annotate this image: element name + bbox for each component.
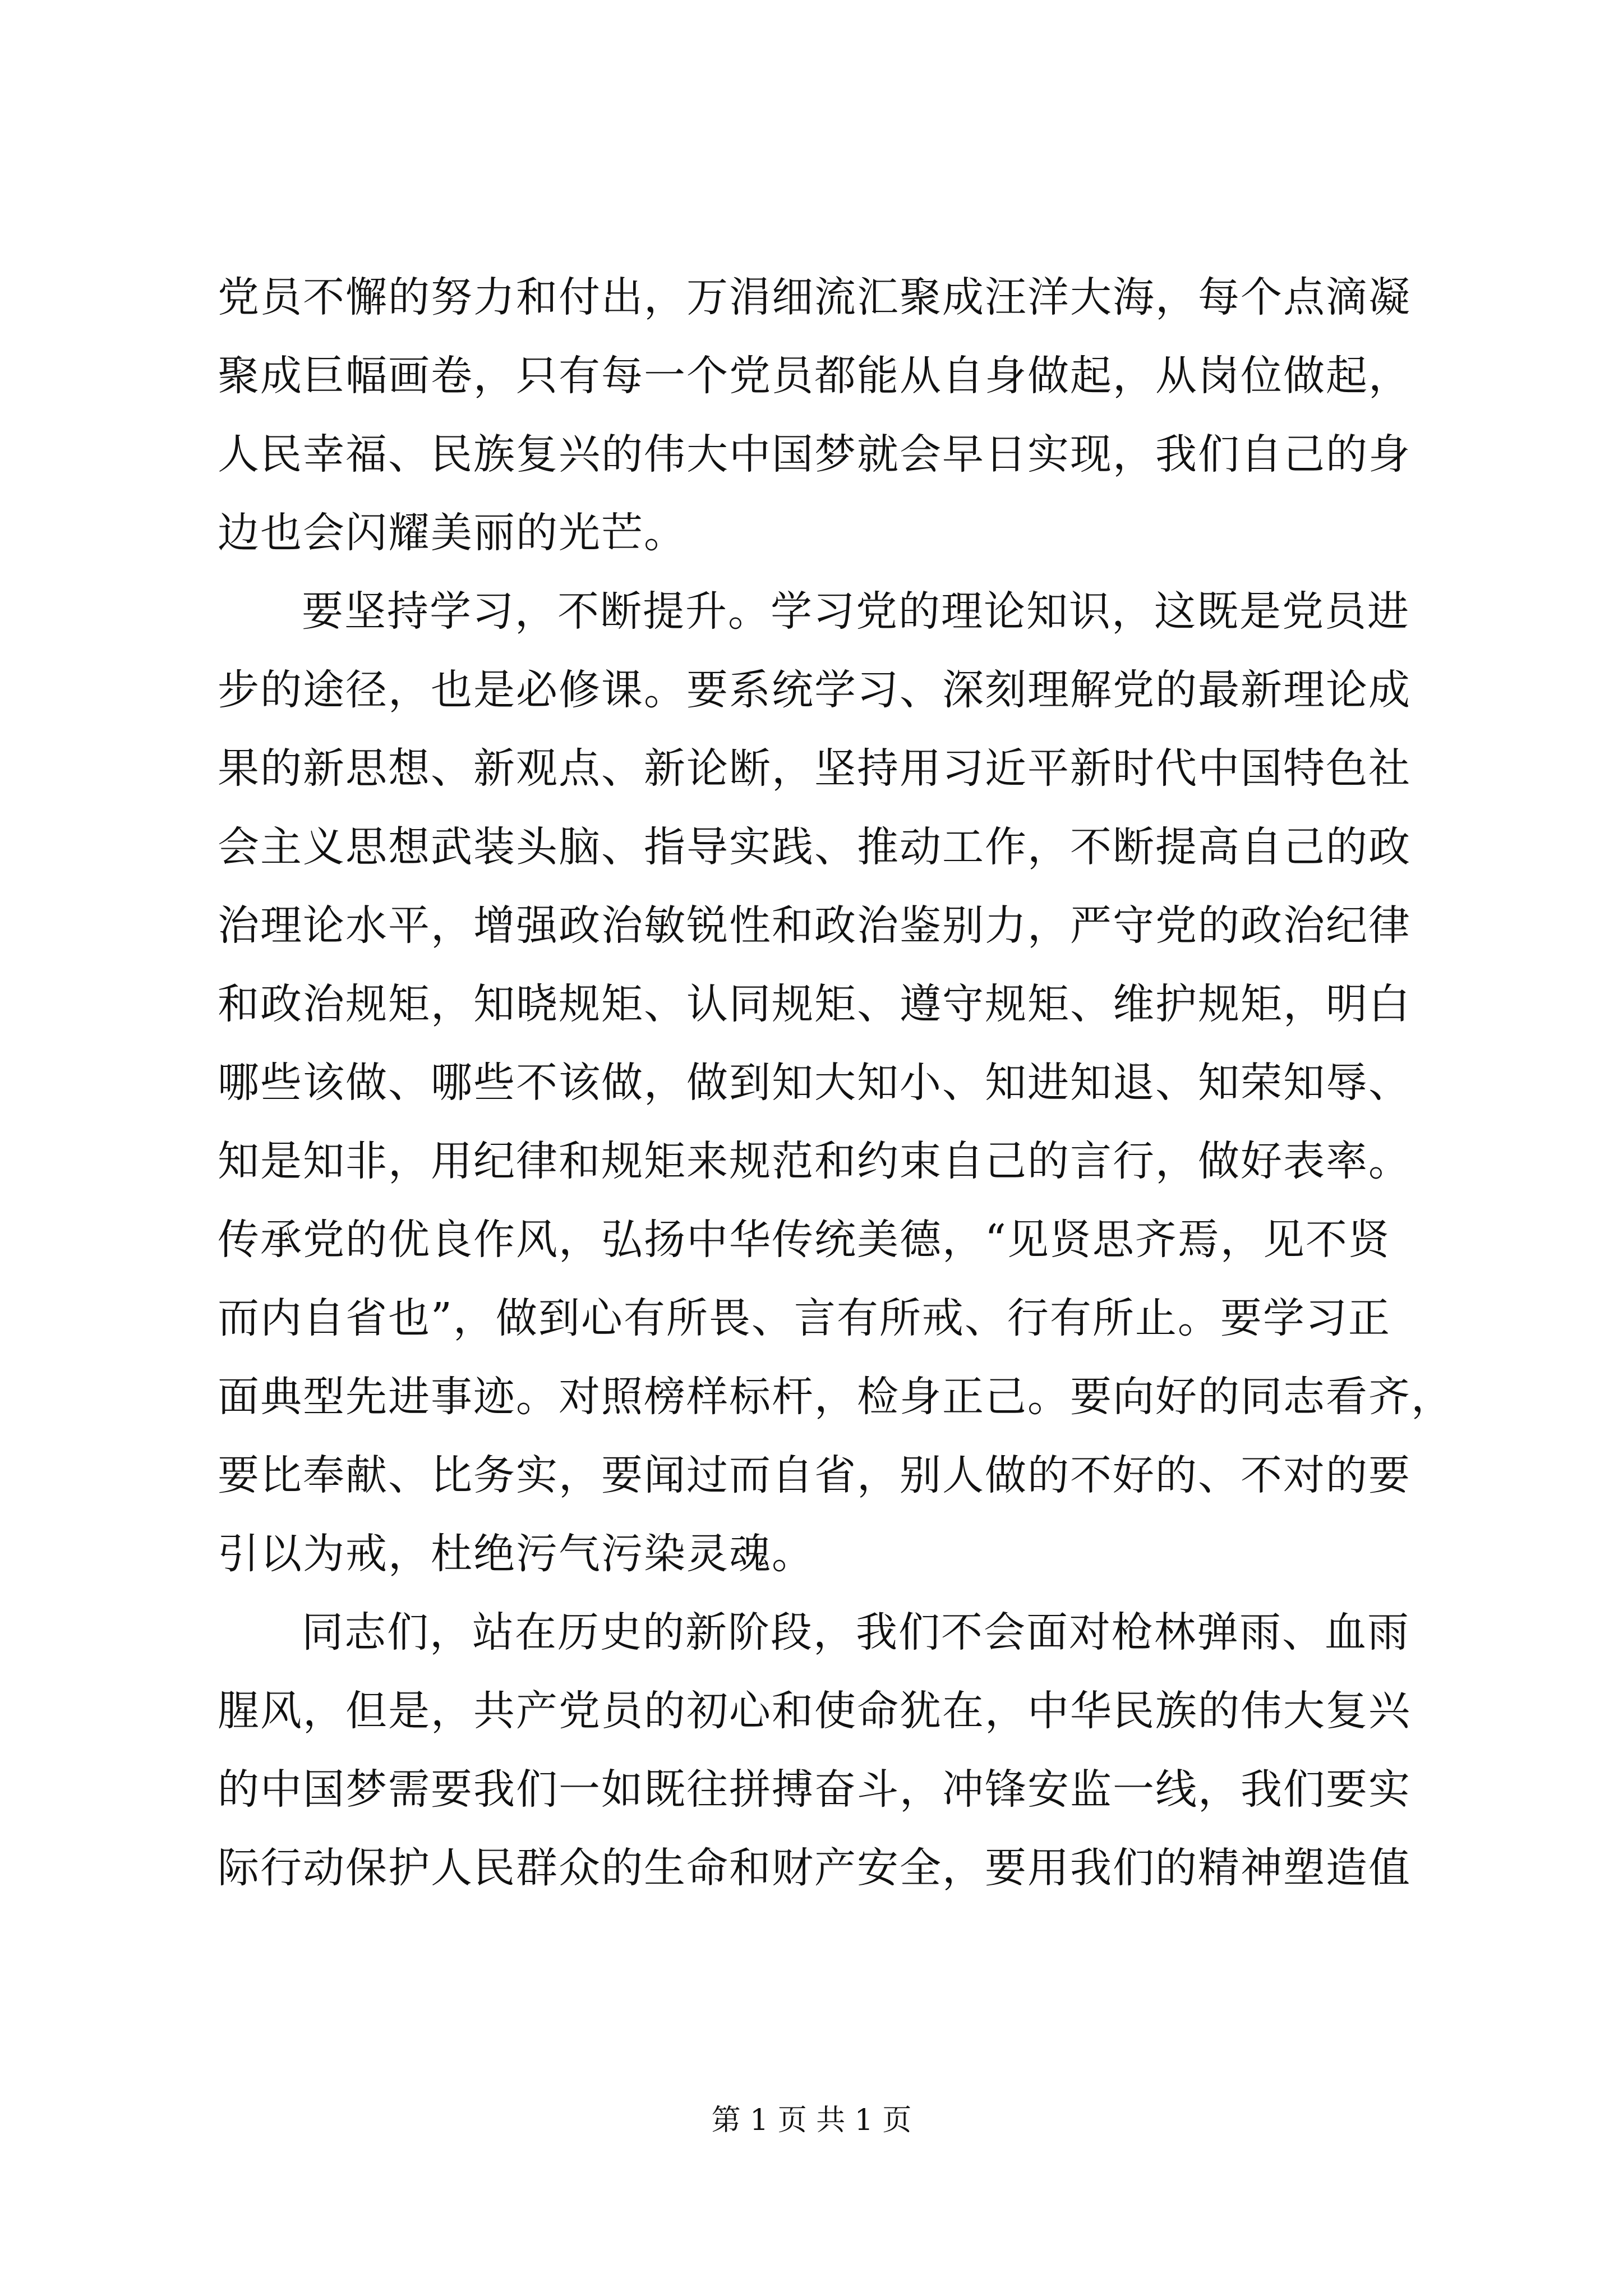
page-footer [0, 2101, 1623, 2140]
page-number-label: 第 1 页 共 1 页 [711, 2104, 912, 2137]
text-line: 而内自省也”，做到心有所畏、言有所戒、行有所止。要学习正 [218, 1294, 1391, 1342]
text-line: 引以为戒，杜绝污气污染灵魂。 [218, 1530, 814, 1578]
text-line: 果的新思想、新观点、新论断，坚持用习近平新时代中国特色社 [218, 744, 1411, 793]
paragraph-first-line: 要坚持学习，不断提升。学习党的理论知识，这既是党员进 [302, 587, 1410, 636]
text-line: 步的途径，也是必修课。要系统学习、深刻理解党的最新理论成 [218, 666, 1411, 714]
text-line: 党员不懈的努力和付出，万涓细流汇聚成汪洋大海，每个点滴凝 [218, 273, 1411, 321]
text-line: 的中国梦需要我们一如既往拼搏奋斗，冲锋安监一线，我们要实 [218, 1765, 1411, 1814]
text-line: 传承党的优良作风，弘扬中华传统美德，“见贤思齐焉，见不贤 [218, 1216, 1391, 1264]
text-line: 边也会闪耀美丽的光芒。 [218, 509, 686, 557]
text-line: 和政治规矩，知晓规矩、认同规矩、遵守规矩、维护规矩，明白 [218, 980, 1411, 1028]
text-line: 治理论水平，增强政治敏锐性和政治鉴别力，严守党的政治纪律 [218, 901, 1411, 950]
text-line: 聚成巨幅画卷，只有每一个党员都能从自身做起，从岗位做起， [218, 352, 1411, 400]
text-line: 知是知非，用纪律和规矩来规范和约束自己的言行，做好表率。 [218, 1137, 1411, 1185]
document-body [218, 258, 1454, 1907]
text-line: 际行动保护人民群众的生命和财产安全，要用我们的精神塑造值 [218, 1844, 1411, 1892]
paragraph-first-line: 同志们，站在历史的新阶段，我们不会面对枪林弹雨、血雨 [302, 1608, 1410, 1657]
text-line: 要比奉献、比务实，要闻过而自省，别人做的不好的、不对的要 [218, 1451, 1411, 1499]
text-line: 面典型先进事迹。对照榜样标杆，检身正己。要向好的同志看齐， [218, 1373, 1454, 1421]
text-line: 腥风，但是，共产党员的初心和使命犹在，中华民族的伟大复兴 [218, 1687, 1411, 1735]
text-line: 人民幸福、民族复兴的伟大中国梦就会早日实现，我们自己的身 [218, 430, 1411, 478]
text-line: 会主义思想武装头脑、指导实践、推动工作，不断提高自己的政 [218, 823, 1411, 871]
text-line: 哪些该做、哪些不该做，做到知大知小、知进知退、知荣知辱、 [218, 1059, 1411, 1107]
